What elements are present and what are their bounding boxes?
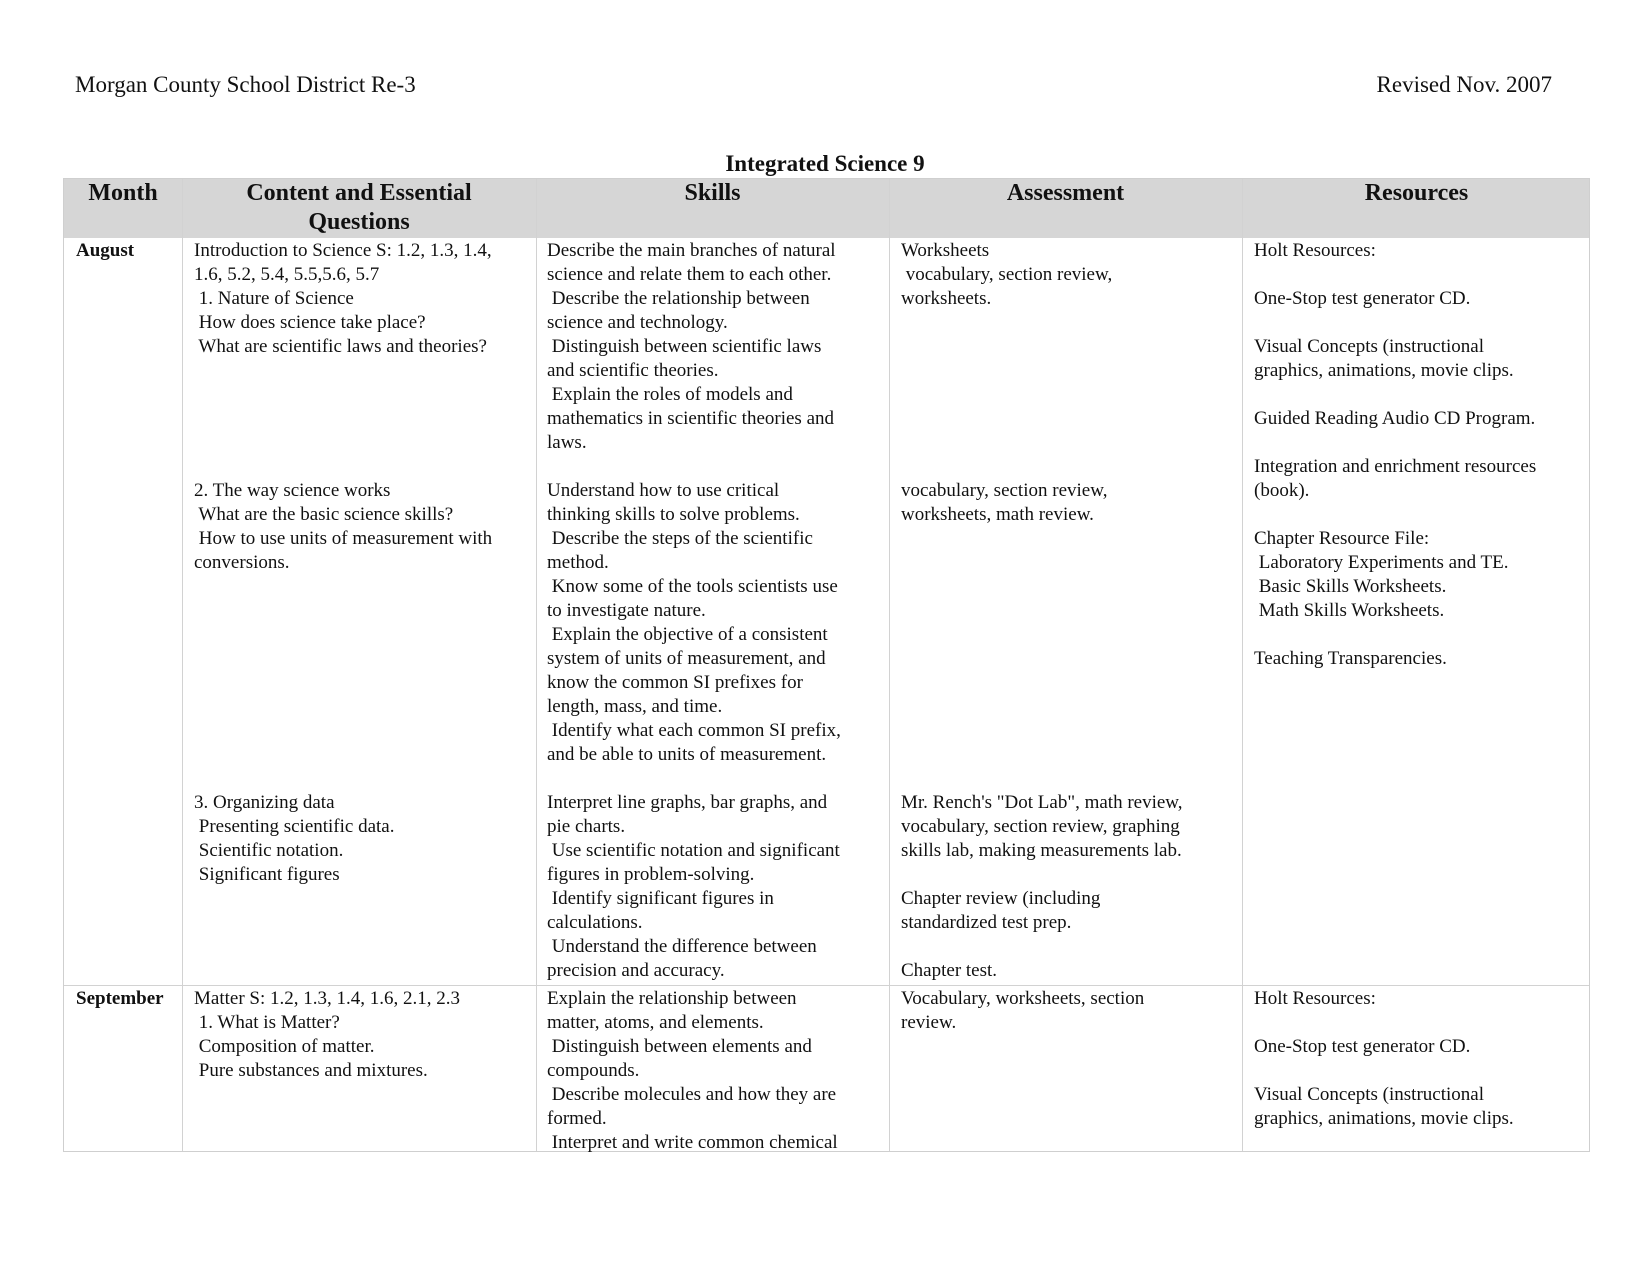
content-cell: Matter S: 1.2, 1.3, 1.4, 1.6, 2.1, 2.3 1. What is Matter? Composition of matter. Pure substances and mixtures. (194, 988, 460, 1081)
skills-cell: Understand how to use critical thinking skills to solve problems. Describe the steps of the scientific method. Know some of the tools scientists use to investigate nature. Explain the objective of a consistent system of units of measurement, and know the common SI prefixes for length, mass, and time. Identify what each common SI prefix, and be able to units of measurement. (547, 480, 841, 765)
column-divider (889, 179, 890, 1151)
column-header-resources: Resources (1364, 180, 1469, 206)
content-cell: 2. The way science works What are the basic science skills? How to use units of measurement with conversions. (194, 480, 493, 573)
content-cell: 3. Organizing data Presenting scientific data. Scientific notation. Significant figures (194, 792, 395, 885)
month-september: September (76, 988, 164, 1009)
column-divider (536, 179, 537, 1151)
skills-cell: Interpret line graphs, bar graphs, and pie charts. Use scientific notation and significant figures in problem-solving. Identify significant figures in calculations. Understand the difference between precision and accuracy. (547, 792, 840, 981)
month-august: August (76, 240, 135, 261)
assessment-cell: Vocabulary, worksheets, section review. (901, 988, 1145, 1033)
assessment-cell: Worksheets vocabulary, section review, worksheets. (901, 240, 1113, 309)
curriculum-table (63, 178, 1590, 1152)
assessment-cell: vocabulary, section review, worksheets, math review. (901, 480, 1108, 525)
content-cell: Introduction to Science S: 1.2, 1.3, 1.4, 1.6, 5.2, 5.4, 5.5,5.6, 5.7 1. Nature of Science How does science take place? What are scientific laws and theories? (194, 240, 492, 357)
column-header-assessment: Assessment (1006, 180, 1125, 206)
column-header-content: Content and Essential Questions (246, 180, 472, 235)
assessment-cell: Mr. Rench's "Dot Lab", math review, vocabulary, section review, graphing skills lab, making measurements lab. Chapter review (including standardized test prep. Chapter test. (901, 792, 1183, 981)
column-header-skills: Skills (684, 180, 741, 206)
district-name: Morgan County School District Re-3 (75, 72, 416, 97)
document-title: Integrated Science 9 (725, 151, 925, 176)
column-header-month: Month (88, 180, 158, 206)
skills-cell: Explain the relationship between matter, atoms, and elements. Distinguish between elements and compounds. Describe molecules and how they are formed. Interpret and write common chemical (547, 988, 838, 1153)
column-divider (1242, 179, 1243, 1151)
resources-cell: Holt Resources: One-Stop test generator CD. Visual Concepts (instructional graphics, animations, movie clips. (1254, 988, 1514, 1129)
column-divider (182, 179, 183, 1151)
revision-date: Revised Nov. 2007 (1376, 72, 1552, 97)
row-divider (64, 985, 1589, 986)
resources-cell: Holt Resources: One-Stop test generator CD. Visual Concepts (instructional graphics, animations, movie clips. Guided Reading Audio CD Program. Integration and enrichment resources (book). Chapter Resource File: Laboratory Experiments and TE. Basic Skills Worksheets. Math Skills Worksheets. Teaching Transparencies. (1254, 240, 1537, 669)
page-header (75, 72, 1552, 102)
skills-cell: Describe the main branches of natural science and relate them to each other. Describe the relationship between science and technology. Distinguish between scientific laws and scientific theories. Explain the roles of models and mathematics in scientific theories and laws. (547, 240, 836, 453)
